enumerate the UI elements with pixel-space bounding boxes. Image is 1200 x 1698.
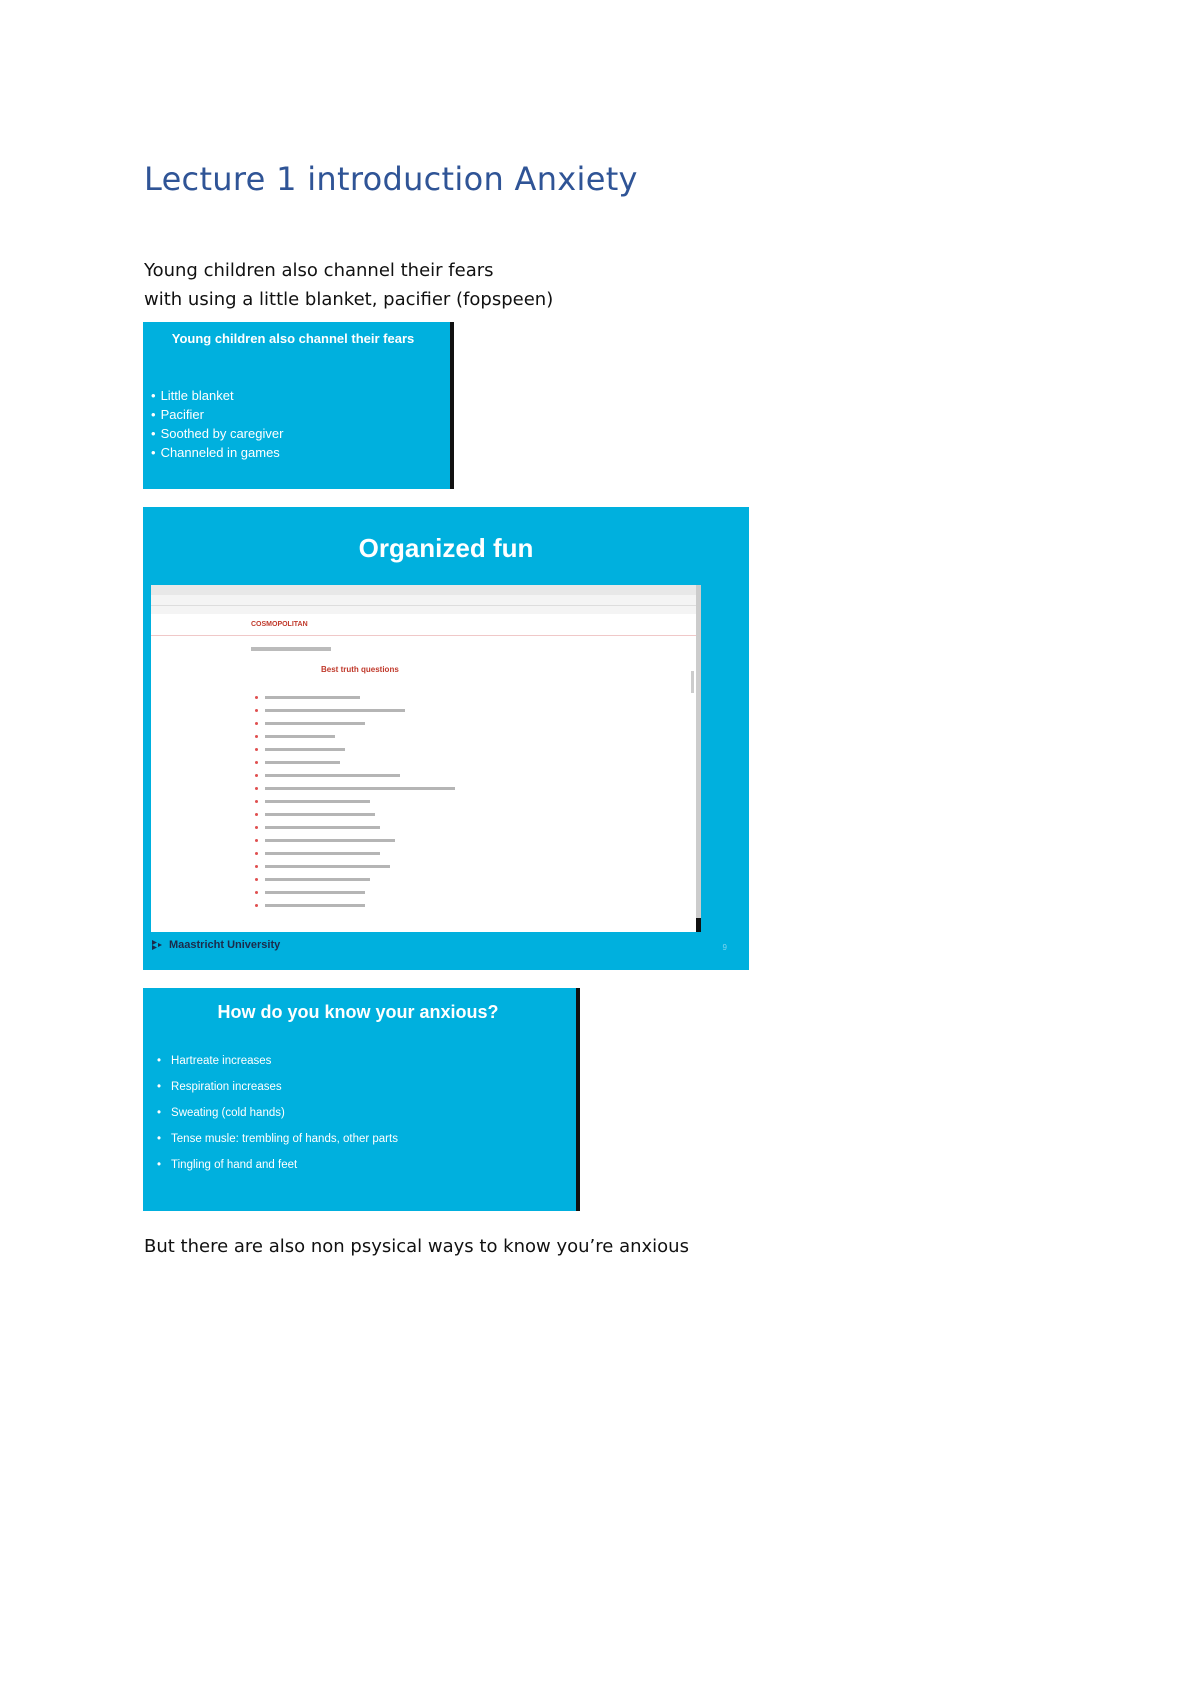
site-nav	[151, 621, 696, 636]
slide-bullet-list	[151, 386, 283, 462]
bullet-dot	[255, 787, 258, 790]
site-note	[251, 647, 331, 651]
bullet-item: • Respiration increases	[157, 1074, 398, 1100]
blurred-text	[265, 709, 405, 712]
bullet-dot	[255, 852, 258, 855]
blurred-text	[265, 904, 365, 907]
bullet-dot	[255, 722, 258, 725]
browser-url-bar	[151, 595, 696, 606]
bullet-dot	[255, 761, 258, 764]
slide-title: Organized fun	[358, 533, 534, 563]
bullet-dot	[255, 891, 258, 894]
bullet-item: • Sweating (cold hands)	[157, 1100, 398, 1126]
slide-anxiety-signs	[143, 988, 580, 1211]
bullet-dot	[255, 839, 258, 842]
blurred-text	[265, 800, 370, 803]
browser-tabs	[151, 585, 696, 595]
intro-paragraph	[144, 256, 553, 314]
bullet-item: • Channeled in games	[151, 443, 283, 462]
blurred-text	[265, 774, 400, 777]
document-title: Lecture 1 introduction Anxiety	[144, 160, 638, 198]
blurred-text	[265, 839, 395, 842]
slide-young-children	[143, 322, 454, 489]
scrollbar-track	[696, 585, 701, 932]
bullet-dot	[255, 735, 258, 738]
slide-border	[450, 322, 454, 489]
slide-bullet-list	[157, 1048, 398, 1178]
bullet-dot	[255, 709, 258, 712]
article-heading: Best truth questions	[321, 665, 399, 674]
scrollbar-end	[696, 918, 701, 932]
browser-screenshot	[151, 585, 696, 932]
university-logo-icon	[151, 939, 163, 951]
bullet-dot	[255, 878, 258, 881]
scrollbar-thumb	[691, 671, 694, 693]
bullet-item: • Pacifier	[151, 405, 283, 424]
blurred-text	[265, 891, 365, 894]
blurred-text	[265, 735, 335, 738]
bullet-item: • Tingling of hand and feet	[157, 1152, 398, 1178]
bullet-dot	[255, 826, 258, 829]
blurred-text	[265, 696, 360, 699]
blurred-text	[265, 826, 380, 829]
site-logo: COSMOPOLITAN	[251, 621, 308, 628]
intro-line-1: Young children also channel their fears	[144, 260, 494, 281]
bullet-item: • Hartreate increases	[157, 1048, 398, 1074]
bullet-item: • Tense musle: trembling of hands, other parts	[157, 1126, 398, 1152]
slide-organized-fun	[143, 507, 749, 970]
blurred-text	[265, 865, 390, 868]
slide-page-number: 9	[722, 943, 727, 952]
slide-border	[576, 988, 580, 1211]
blurred-text	[265, 813, 375, 816]
bullet-dot	[255, 904, 258, 907]
slide-title: How do you know your anxious?	[217, 1002, 499, 1022]
bullet-dot	[255, 813, 258, 816]
bullet-dot	[255, 696, 258, 699]
bullet-dot	[255, 748, 258, 751]
university-footer	[151, 939, 280, 951]
blurred-text	[265, 787, 455, 790]
blurred-text	[265, 852, 380, 855]
slide-title: Young children also channel their fears	[171, 331, 415, 346]
bullet-dot	[255, 865, 258, 868]
bullet-dot	[255, 800, 258, 803]
blurred-text	[265, 878, 370, 881]
browser-bookmarks-bar	[151, 606, 696, 614]
blurred-text	[265, 748, 345, 751]
bullet-dot	[255, 774, 258, 777]
blurred-text	[265, 761, 340, 764]
bullet-item: • Soothed by caregiver	[151, 424, 283, 443]
blurred-text	[265, 722, 365, 725]
university-name: Maastricht University	[169, 939, 281, 951]
closing-paragraph: But there are also non psysical ways to know you’re anxious	[144, 1236, 689, 1257]
bullet-item: • Little blanket	[151, 386, 283, 405]
intro-line-2: with using a little blanket, pacifier (fopspeen)	[144, 289, 554, 310]
